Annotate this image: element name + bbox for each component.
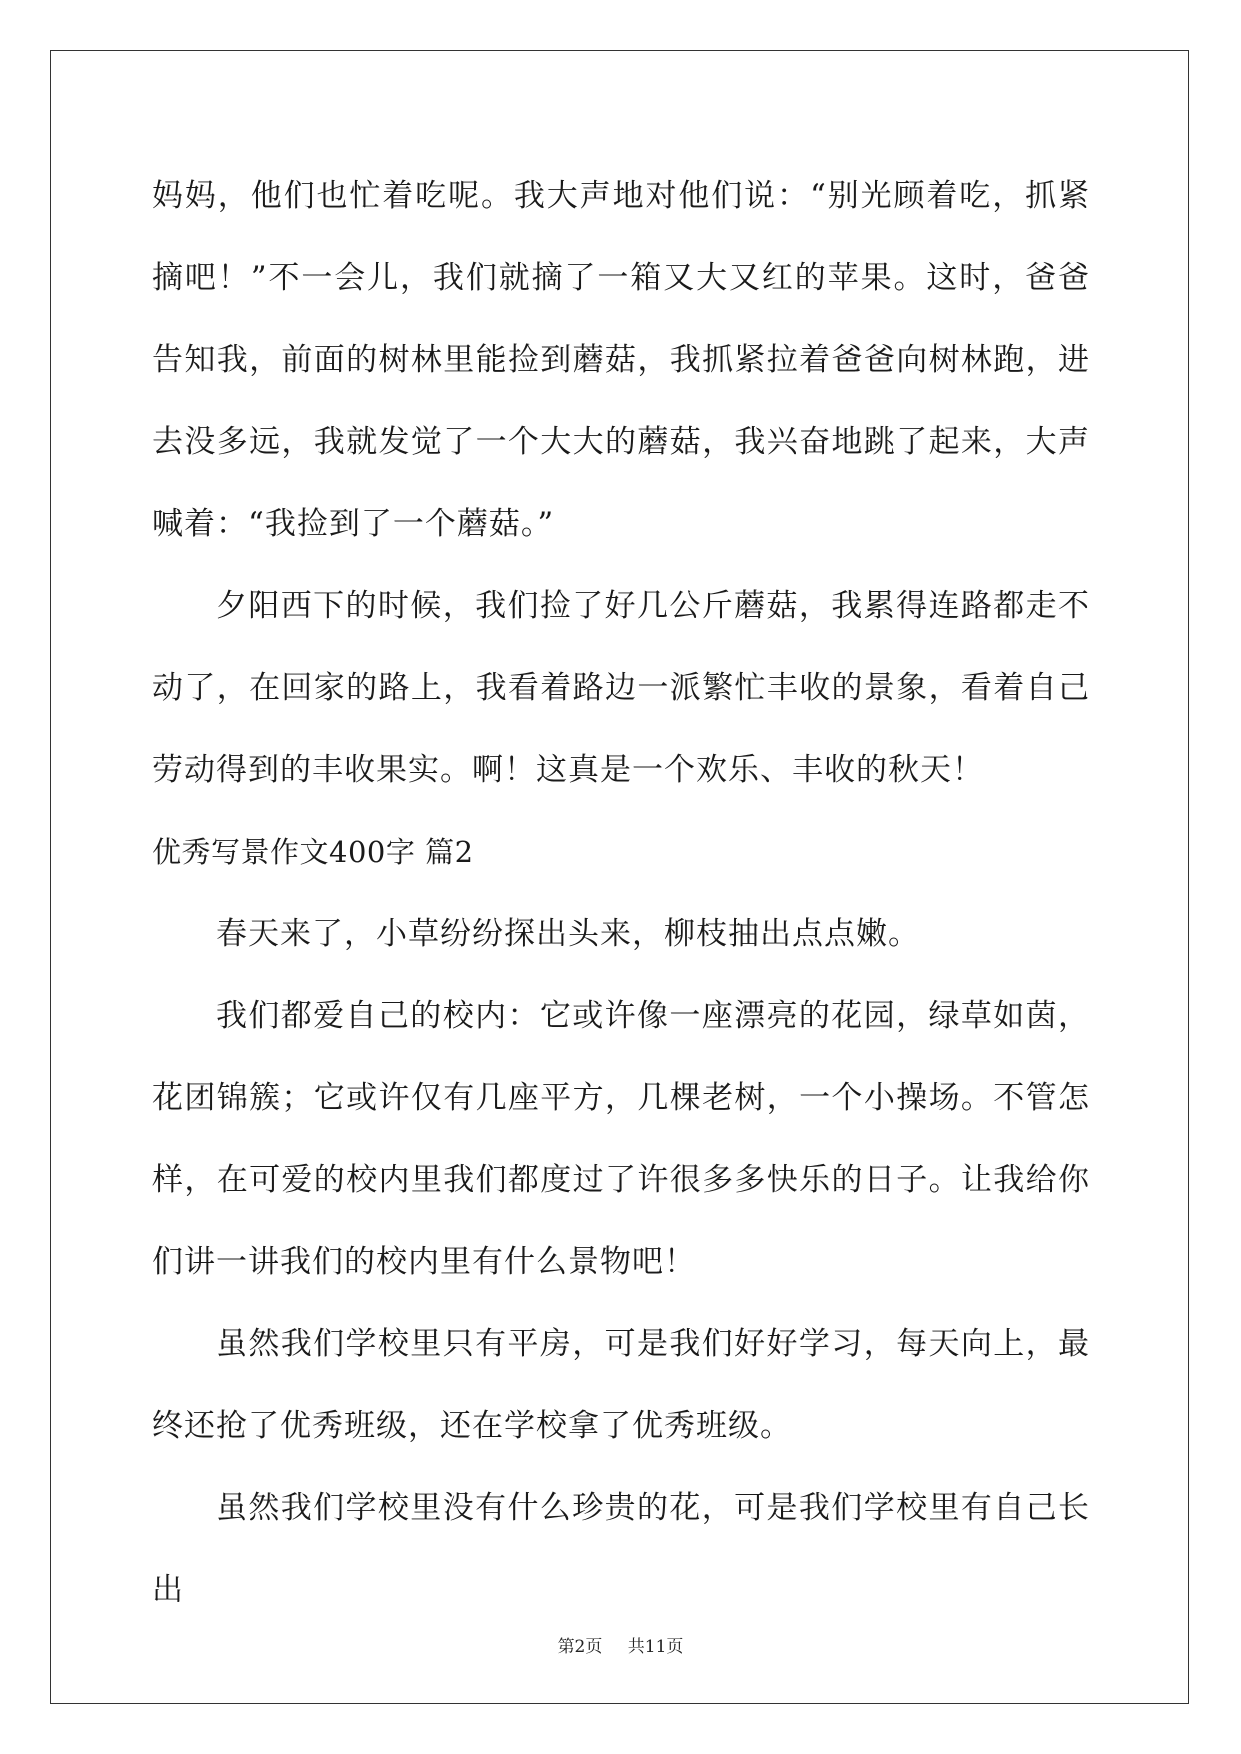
page-footer (0, 1632, 1241, 1657)
page-total: 共11页 (627, 1637, 684, 1657)
document-body (152, 155, 1090, 1631)
paragraph: 我们都爱自己的校内：它或许像一座漂亮的花园，绿草如茵，花团锦簇；它或许仅有几座平方，几棵老树，一个小操场。不管怎样，在可爱的校内里我们都度过了许很多多快乐的日子。让我给你们讲一讲我们的校内里有什么景物吧！ (152, 998, 1090, 1280)
paragraph: 春天来了，小草纷纷探出头来，柳枝抽出点点嫩。 (216, 916, 920, 952)
paragraph: 虽然我们学校里只有平房，可是我们好好学习，每天向上，最终还抢了优秀班级，还在学校拿了优秀班级。 (152, 1326, 1090, 1444)
paragraph: 虽然我们学校里没有什么珍贵的花，可是我们学校里有自己长出 (152, 1490, 1090, 1608)
section-heading: 优秀写景作文400字 篇2 (152, 835, 474, 869)
paragraph-continued: 妈妈，他们也忙着吃呢。我大声地对他们说：“别光顾着吃，抓紧摘吧！”不一会儿，我们就摘了一箱又大又红的苹果。这时，爸爸告知我，前面的树林里能捡到蘑菇，我抓紧拉着爸爸向树林跑，进去没多远，我就发觉了一个大大的蘑菇，我兴奋地跳了起来，大声喊着：“我捡到了一个蘑菇。” (152, 178, 1090, 542)
page-number: 第2页 (557, 1637, 603, 1657)
paragraph: 夕阳西下的时候，我们捡了好几公斤蘑菇，我累得连路都走不动了，在回家的路上，我看着路边一派繁忙丰收的景象，看着自己劳动得到的丰收果实。啊！这真是一个欢乐、丰收的秋天！ (152, 588, 1090, 788)
